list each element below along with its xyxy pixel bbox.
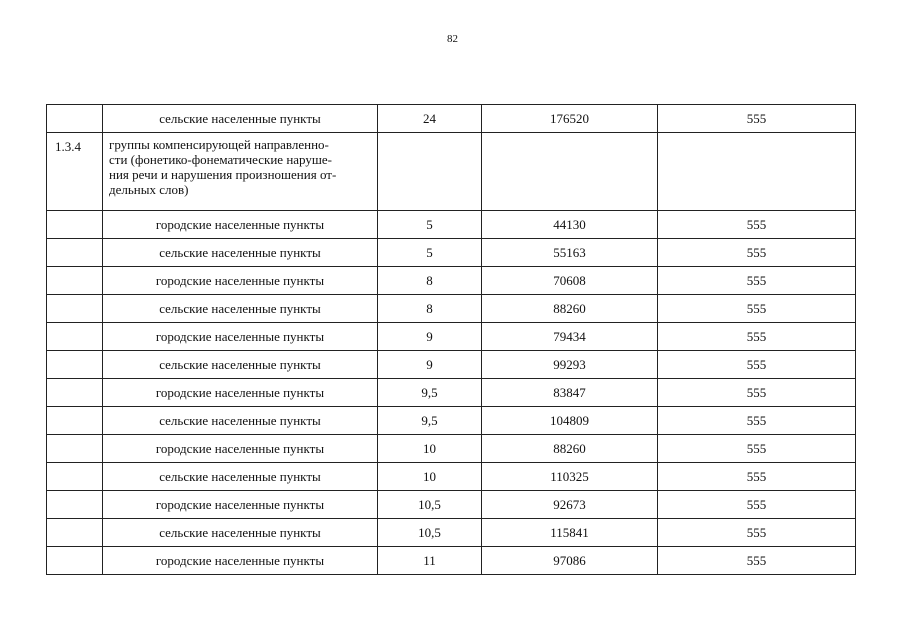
table-row: [47, 267, 856, 295]
settlement-type-cell: городские населенные пункты: [103, 323, 378, 351]
amount-cell: 104809: [482, 407, 658, 435]
empty-cell: [378, 133, 482, 211]
row-number-cell: [47, 267, 103, 295]
settlement-type-cell: сельские населенные пункты: [103, 295, 378, 323]
empty-cell: [482, 133, 658, 211]
amount-cell: 88260: [482, 295, 658, 323]
hours-cell: 10: [378, 435, 482, 463]
row-number-cell: [47, 323, 103, 351]
empty-cell: [658, 133, 856, 211]
hours-cell: 9,5: [378, 379, 482, 407]
settlement-type-cell: сельские населенные пункты: [103, 519, 378, 547]
amount-cell: 99293: [482, 351, 658, 379]
hours-cell: 5: [378, 211, 482, 239]
table-row: [47, 211, 856, 239]
tariff-table: [46, 104, 856, 575]
amount-cell: 44130: [482, 211, 658, 239]
hours-cell: 24: [378, 105, 482, 133]
code-cell: 555: [658, 519, 856, 547]
amount-cell: 115841: [482, 519, 658, 547]
hours-cell: 10: [378, 463, 482, 491]
row-number-cell: [47, 547, 103, 575]
settlement-type-cell: сельские населенные пункты: [103, 105, 378, 133]
code-cell: 555: [658, 351, 856, 379]
section-title: [103, 133, 378, 211]
hours-cell: 10,5: [378, 519, 482, 547]
table-row: [47, 295, 856, 323]
section-header-row: [47, 133, 856, 211]
hours-cell: 9,5: [378, 407, 482, 435]
row-number-cell: [47, 463, 103, 491]
amount-cell: 88260: [482, 435, 658, 463]
table-row: [47, 323, 856, 351]
code-cell: 555: [658, 379, 856, 407]
table-row: [47, 239, 856, 267]
table-row: [47, 547, 856, 575]
table-row: [47, 351, 856, 379]
settlement-type-cell: городские населенные пункты: [103, 211, 378, 239]
code-cell: 555: [658, 547, 856, 575]
hours-cell: 8: [378, 295, 482, 323]
hours-cell: 11: [378, 547, 482, 575]
table-row: [47, 463, 856, 491]
settlement-type-cell: сельские населенные пункты: [103, 463, 378, 491]
hours-cell: 9: [378, 351, 482, 379]
code-cell: 555: [658, 211, 856, 239]
section-title-line: сти (фонетико-фонематические наруше-: [109, 152, 332, 167]
settlement-type-cell: сельские населенные пункты: [103, 407, 378, 435]
amount-cell: 110325: [482, 463, 658, 491]
table-row: [47, 105, 856, 133]
settlement-type-cell: городские населенные пункты: [103, 267, 378, 295]
settlement-type-cell: городские населенные пункты: [103, 491, 378, 519]
amount-cell: 83847: [482, 379, 658, 407]
row-number-cell: [47, 491, 103, 519]
section-number: 1.3.4: [47, 133, 103, 211]
code-cell: 555: [658, 491, 856, 519]
settlement-type-cell: городские населенные пункты: [103, 379, 378, 407]
row-number-cell: [47, 239, 103, 267]
hours-cell: 8: [378, 267, 482, 295]
row-number-cell: [47, 351, 103, 379]
amount-cell: 176520: [482, 105, 658, 133]
code-cell: 555: [658, 239, 856, 267]
amount-cell: 70608: [482, 267, 658, 295]
section-title-line: дельных слов): [109, 182, 189, 197]
row-number-cell: [47, 435, 103, 463]
table-row: [47, 407, 856, 435]
row-number-cell: [47, 295, 103, 323]
settlement-type-cell: городские населенные пункты: [103, 435, 378, 463]
code-cell: 555: [658, 323, 856, 351]
amount-cell: 79434: [482, 323, 658, 351]
code-cell: 555: [658, 295, 856, 323]
code-cell: 555: [658, 407, 856, 435]
row-number-cell: [47, 105, 103, 133]
amount-cell: 97086: [482, 547, 658, 575]
hours-cell: 5: [378, 239, 482, 267]
page-number: 82: [447, 33, 458, 45]
amount-cell: 92673: [482, 491, 658, 519]
amount-cell: 55163: [482, 239, 658, 267]
settlement-type-cell: сельские населенные пункты: [103, 351, 378, 379]
table-row: [47, 435, 856, 463]
row-number-cell: [47, 211, 103, 239]
code-cell: 555: [658, 435, 856, 463]
table-row: [47, 491, 856, 519]
row-number-cell: [47, 407, 103, 435]
hours-cell: 10,5: [378, 491, 482, 519]
settlement-type-cell: городские населенные пункты: [103, 547, 378, 575]
settlement-type-cell: сельские населенные пункты: [103, 239, 378, 267]
hours-cell: 9: [378, 323, 482, 351]
code-cell: 555: [658, 267, 856, 295]
section-title-line: ния речи и нарушения произношения от-: [109, 167, 337, 182]
table-row: [47, 519, 856, 547]
code-cell: 555: [658, 463, 856, 491]
table-body: [47, 105, 856, 575]
row-number-cell: [47, 379, 103, 407]
row-number-cell: [47, 519, 103, 547]
table-row: [47, 379, 856, 407]
code-cell: 555: [658, 105, 856, 133]
section-title-line: группы компенсирующей направленно-: [109, 137, 329, 152]
